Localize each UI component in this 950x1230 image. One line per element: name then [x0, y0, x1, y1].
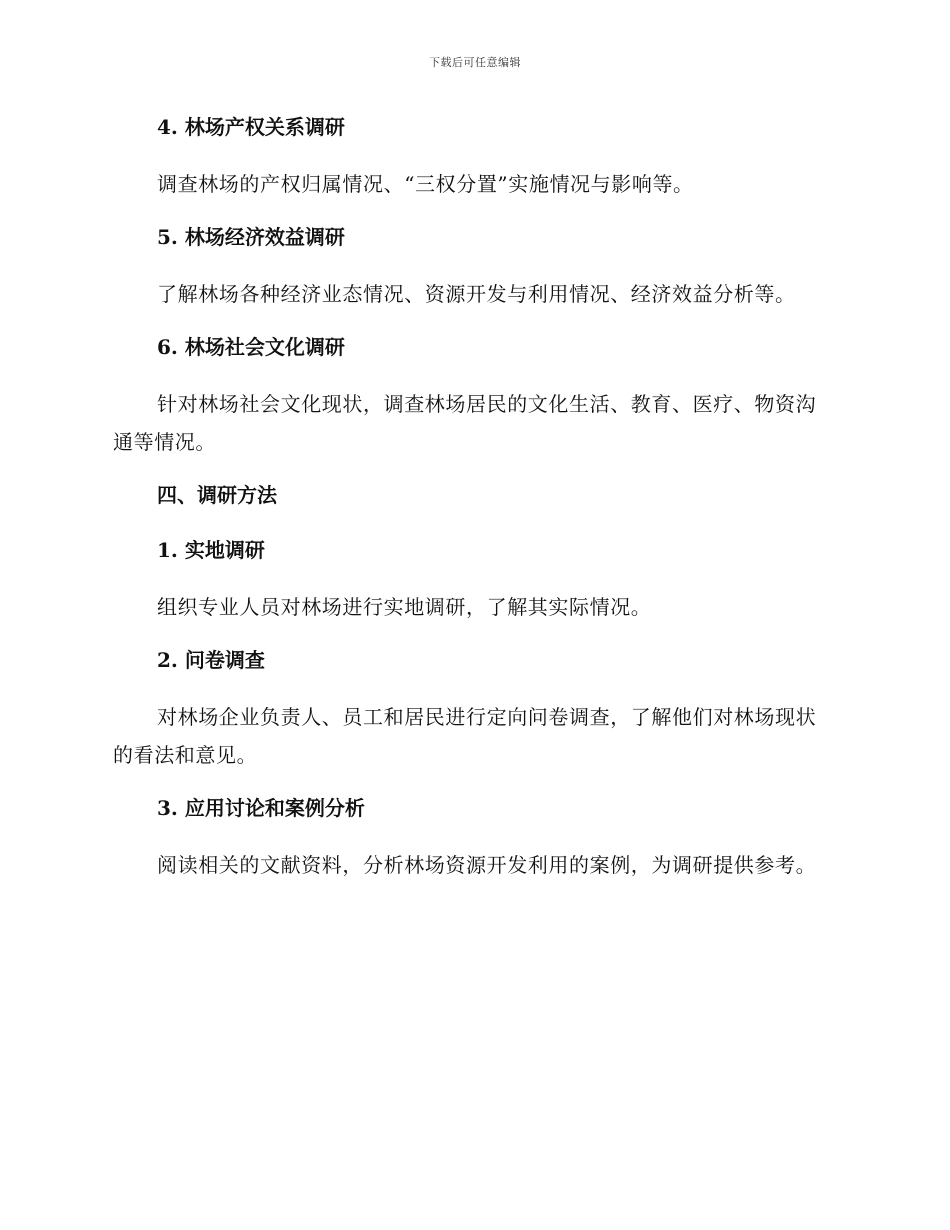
- para-economic-benefit: 了解林场各种经济业态情况、资源开发与利用情况、经济效益分析等。: [157, 282, 796, 306]
- heading-case-analysis: 3. 应用讨论和案例分析: [157, 796, 365, 820]
- heading-economic-benefit: 5. 林场经济效益调研: [157, 225, 345, 249]
- heading-property-rights: 4. 林场产权关系调研: [157, 115, 345, 139]
- page-header-note: 下载后可任意编辑: [429, 56, 521, 69]
- heading-field-research: 1. 实地调研: [157, 538, 265, 562]
- document-body: [113, 110, 833, 901]
- para-property-rights: 调查林场的产权归属情况、“三权分置”实施情况与影响等。: [157, 172, 694, 196]
- para-questionnaire: 对林场企业负责人、员工和居民进行定向问卷调查，了解他们对林场现状的看法和意见。: [113, 705, 817, 767]
- heading-social-culture: 6. 林场社会文化调研: [157, 335, 345, 359]
- heading-research-methods: 四、调研方法: [157, 483, 277, 507]
- para-social-culture: 针对林场社会文化现状，调查林场居民的文化生活、教育、医疗、物资沟通等情况。: [113, 392, 817, 454]
- para-field-research: 组织专业人员对林场进行实地调研，了解其实际情况。: [157, 595, 652, 619]
- heading-questionnaire: 2. 问卷调查: [157, 648, 265, 672]
- para-case-analysis: 阅读相关的文献资料，分析林场资源开发利用的案例，为调研提供参考。: [157, 853, 817, 877]
